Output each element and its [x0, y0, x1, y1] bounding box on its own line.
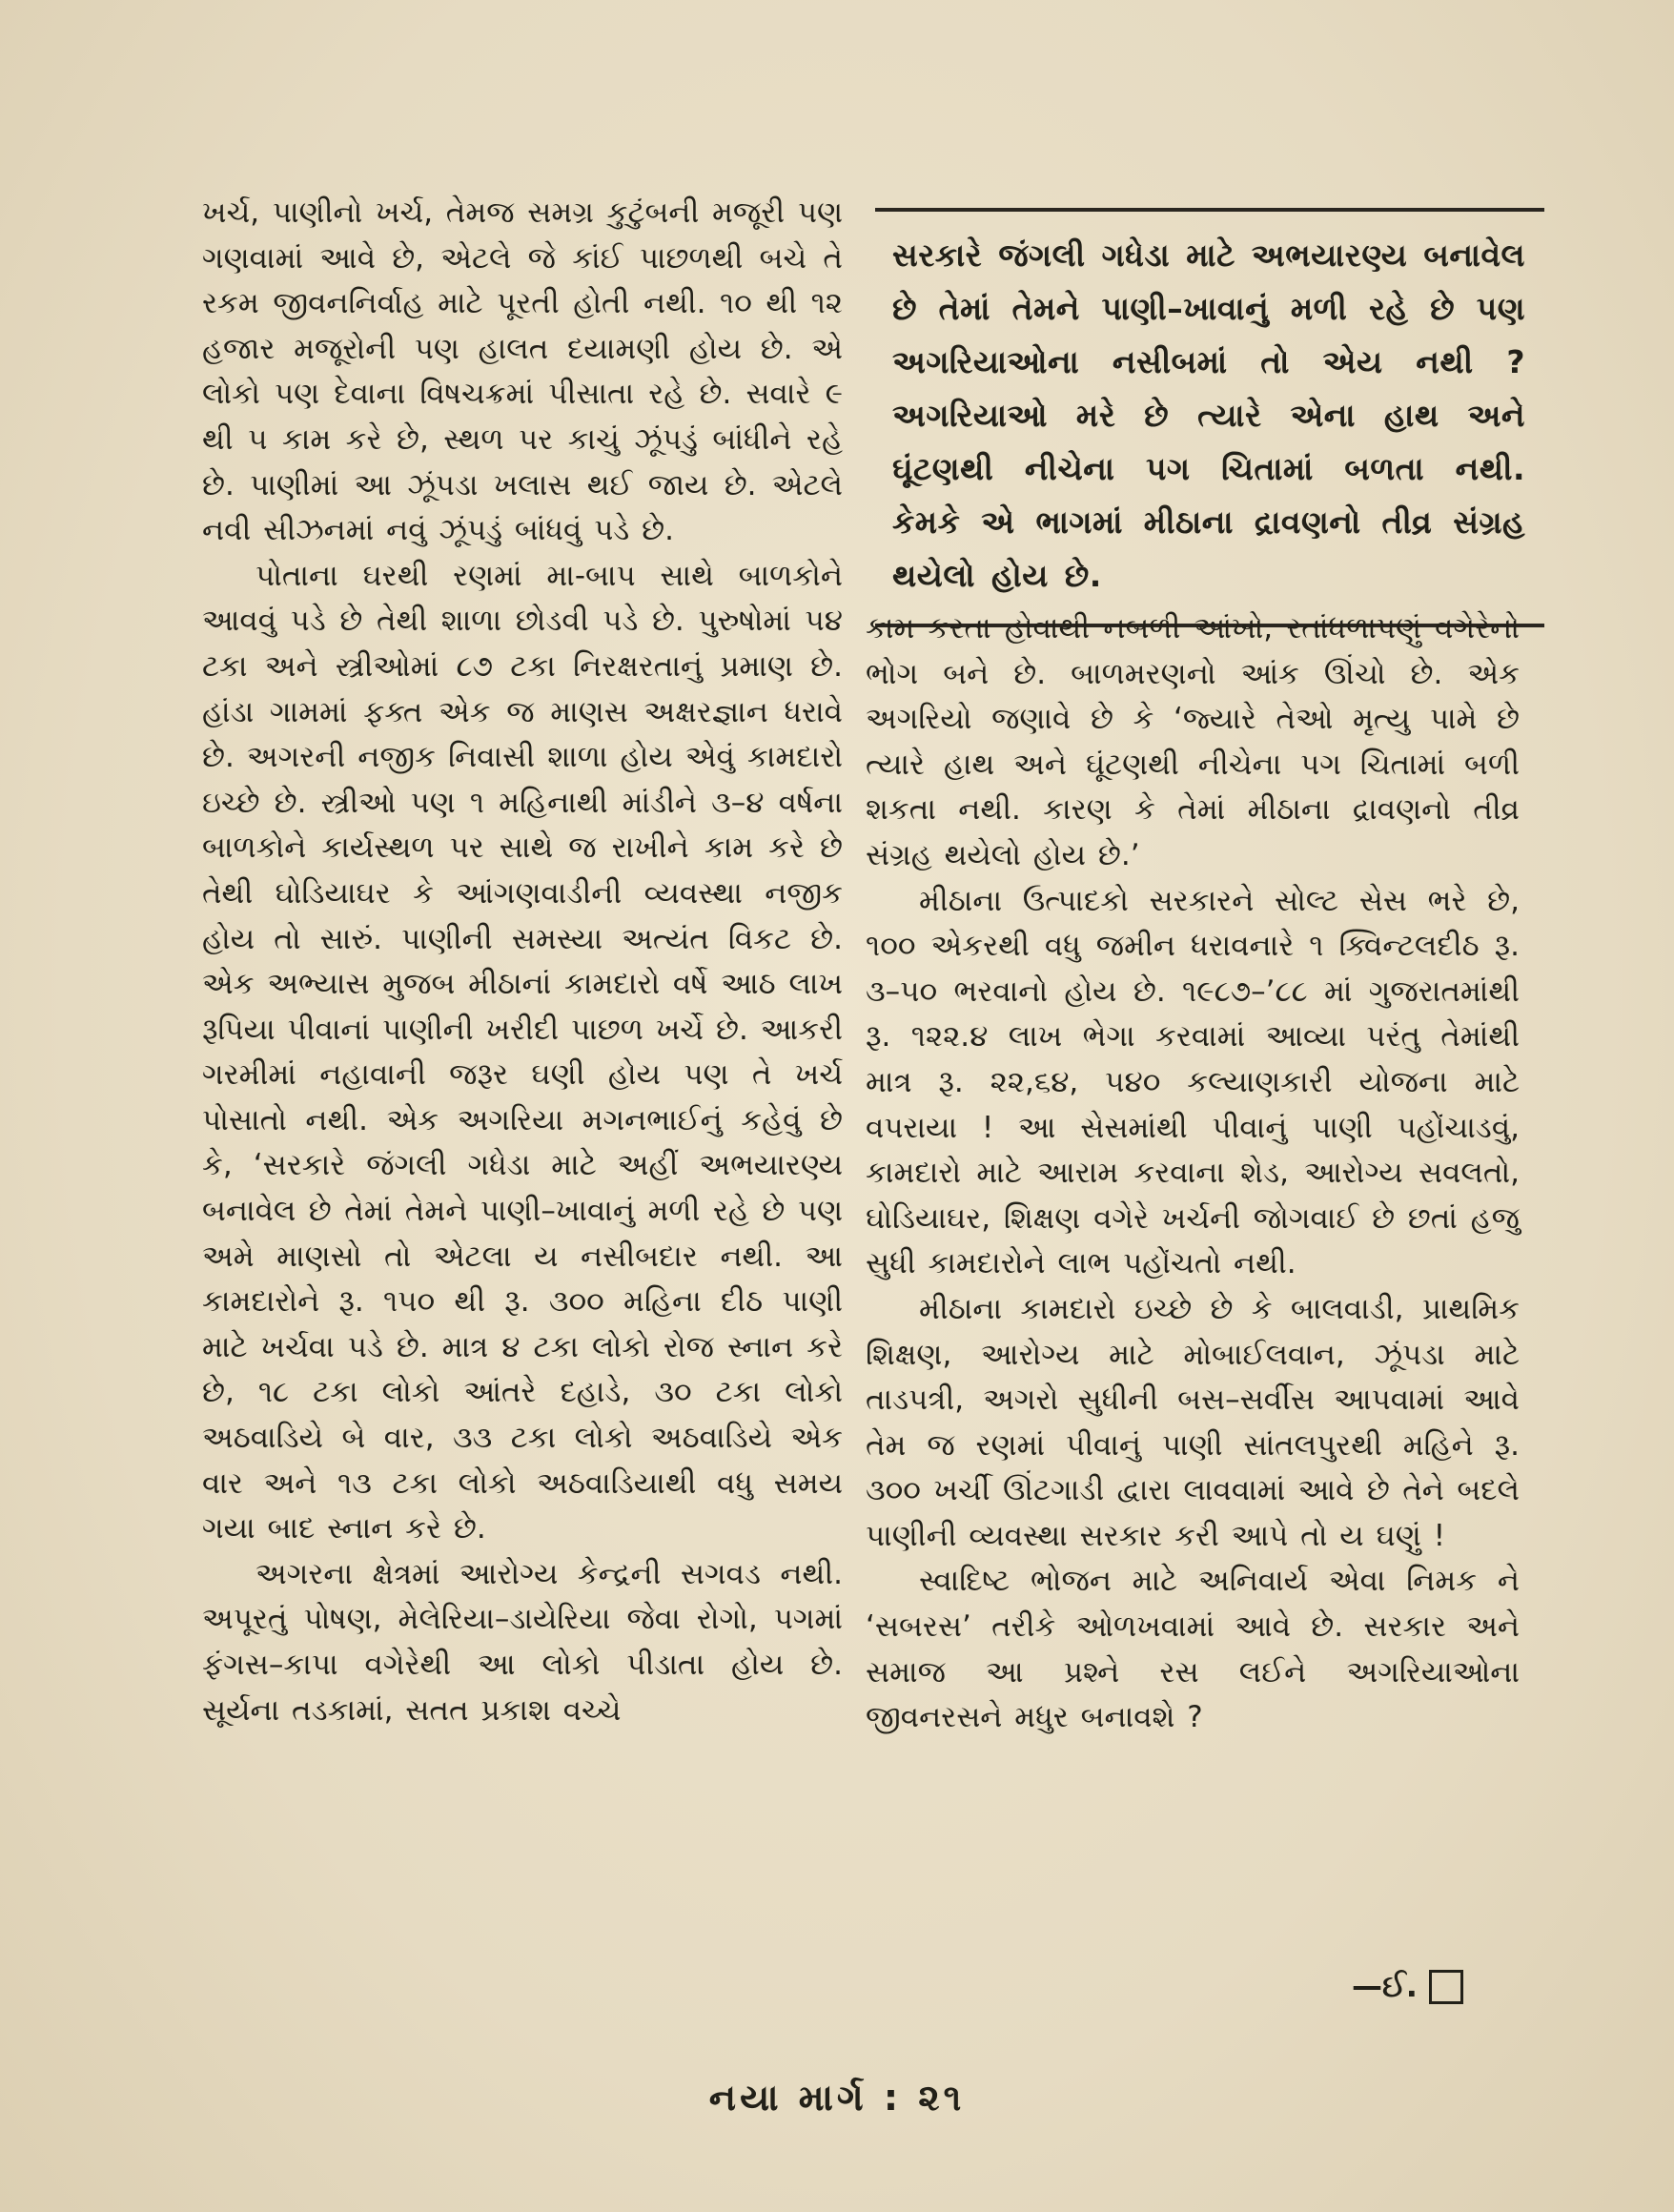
author-byline — [1352, 1968, 1463, 2005]
right-paragraph-4: સ્વાદિષ્ટ ભોજન માટે અનિવાર્ય એવા નિમક ને ‘સબરસ’ તરીકે ઓળખવામાં આવે છે. સરકાર અને સમાજ આ પ્રશ્ને રસ લઈને અગરિયાઓના જીવનરસને મધુર બનાવશે ? — [866, 1564, 1520, 1735]
right-paragraph-3: મીઠાના કામદારો ઇચ્છે છે કે બાલવાડી, પ્રાથમિક શિક્ષણ, આરોગ્ય માટે મોબાઈલવાન, ઝૂંપડા માટે તાડપત્રી, અગરો સુધીની બસ–સર્વીસ આપવામાં આવે તેમ જ રણમાં પીવાનું પાણી સાંતલપુરથી મહિને રૂ. ૩૦૦ ખર્ચી ઊંટગાડી દ્વારા લાવવામાં આવે છે તેને બદલે પાણીની વ્યવસ્થા સરકાર કરી આપે તો ય ઘણું ! — [866, 1291, 1520, 1553]
byline-text: —ઈ. — [1352, 1968, 1418, 2004]
left-paragraph-1: ખર્ચ, પાણીનો ખર્ચ, તેમજ સમગ્ર કુટુંબની મજૂરી પણ ગણવામાં આવે છે, એટલે જે કાંઈ પાછળથી બચે તે રકમ જીવનનિર્વાહ માટે પૂરતી હોતી નથી. ૧૦ થી ૧૨ હજાર મજૂરોની પણ હાલત દયામણી હોય છે. એ લોકો પણ દેવાના વિષચક્રમાં પીસાતા રહે છે. સવારે ૯ થી ૫ કામ કરે છે, સ્થળ પર કાચું ઝૂંપડું બાંધીને રહે છે. પાણીમાં આ ઝૂંપડા ખલાસ થઈ જાય છે. એટલે નવી સીઝનમાં નવું ઝૂંપડું બાંધવું પડે છે. — [202, 195, 843, 548]
pull-quote-text: સરકારે જંગલી ગધેડા માટે અભયારણ્ય બનાવેલ છે તેમાં તેમને પાણી–ખાવાનું મળી રહે છે પણ અગરિયાઓના નસીબમાં તો એય નથી ? અગરિયાઓ મરે છે ત્યારે એના હાથ અને ઘૂંટણથી નીચેના પગ ચિતામાં બળતા નથી. કેમકે એ ભાગમાં મીઠાના દ્રાવણનો તીવ્ર સંગ્રહ થયેલો હોય છે. — [892, 236, 1525, 594]
right-paragraph-2: મીઠાના ઉત્પાદકો સરકારને સોલ્ટ સેસ ભરે છે, ૧૦૦ એકરથી વધુ જમીન ધરાવનારે ૧ ક્વિન્ટલદીઠ રૂ. ૩–૫૦ ભરવાનો હોય છે. ૧૯૮૭–’૮૮ માં ગુજરાતમાંથી રૂ. ૧૨૨.૪ લાખ ભેગા કરવામાં આવ્યા પરંતુ તેમાંથી માત્ર રૂ. ૨૨,૬૪, ૫૪૦ કલ્યાણકારી યોજના માટે વપરાયા ! આ સેસમાંથી પીવાનું પાણી પહોંચાડવું, કામદારો માટે આરામ કરવાના શેડ, આરોગ્ય સવલતો, ઘોડિયાઘર, શિક્ષણ વગેરે ખર્ચની જોગવાઈ છે છતાં હજુ સુધી કામદારોને લાભ પહોંચતો નથી. — [866, 883, 1520, 1281]
right-paragraph-1: કામ કરતા હોવાથી નબળી આંખો, રતાંધળાપણું વગેરેનો ભોગ બને છે. બાળમરણનો આંક ઊંચો છે. એક અગરિયો જણાવે છે કે ‘જ્યારે તેઓ મૃત્યુ પામે છે ત્યારે હાથ અને ઘૂંટણથી નીચેના પગ ચિતામાં બળી શકતા નથી. કારણ કે તેમાં મીઠાના દ્રાવણનો તીવ્ર સંગ્રહ થયેલો હોય છે.’ — [866, 611, 1520, 872]
left-paragraph-2: પોતાના ઘરથી રણમાં મા-બાપ સાથે બાળકોને આવવું પડે છે તેથી શાળા છોડવી પડે છે. પુરુષોમાં ૫૪ ટકા અને સ્ત્રીઓમાં ૮૭ ટકા નિરક્ષરતાનું પ્રમાણ છે. હાંડા ગામમાં ફક્ત એક જ માણસ અક્ષરજ્ઞાન ધરાવે છે. અગરની નજીક નિવાસી શાળા હોય એવું કામદારો ઇચ્છે છે. સ્ત્રીઓ પણ ૧ મહિનાથી માંડીને ૩–૪ વર્ષના બાળકોને કાર્યસ્થળ પર સાથે જ રાખીને કામ કરે છે તેથી ઘોડિયાઘર કે આંગણવાડીની વ્યવસ્થા નજીક હોય તો સારું. પાણીની સમસ્યા અત્યંત વિકટ છે. એક અભ્યાસ મુજબ મીઠાનાં કામદારો વર્ષે આઠ લાખ રૂપિયા પીવાનાં પાણીની ખરીદી પાછળ ખર્ચે છે. આકરી ગરમીમાં નહાવાની જરૂર ઘણી હોય પણ તે ખર્ચ પોસાતો નથી. એક અગરિયા મગનભાઈનું કહેવું છે કે, ‘સરકારે જંગલી ગધેડા માટે અહીં અભયારણ્ય બનાવેલ છે તેમાં તેમને પાણી–ખાવાનું મળી રહે છે પણ અમે માણસો તો એટલા ય નસીબદાર નથી. આ કામદારોને રૂ. ૧૫૦ થી રૂ. ૩૦૦ મહિના દીઠ પાણી માટે ખર્ચવા પડે છે. માત્ર ૪ ટકા લોકો રોજ સ્નાન કરે છે, ૧૮ ટકા લોકો આંતરે દહાડે, ૩૦ ટકા લોકો અઠવાડિયે બે વાર, ૩૩ ટકા લોકો અઠવાડિયે એક વાર અને ૧૩ ટકા લોકો અઠવાડિયાથી વધુ સમય ગયા બાદ સ્નાન કરે છે. — [202, 558, 843, 1546]
right-text-column — [866, 606, 1520, 1741]
left-text-column — [202, 191, 843, 1733]
pull-quote-top-rule — [875, 208, 1544, 212]
page-footer: નયા માર્ગ : ૨૧ — [708, 2077, 966, 2119]
pull-quote-box — [875, 208, 1542, 627]
left-paragraph-3: અગરના ક્ષેત્રમાં આરોગ્ય કેન્દ્રની સગવડ નથી. અપૂરતું પોષણ, મેલેરિયા–ડાયેરિયા જેવા રોગો, પગમાં ફંગસ–કાપા વગેરેથી આ લોકો પીડાતા હોય છે. સૂર્યના તડકામાં, સતત પ્રકાશ વચ્ચે — [202, 1556, 843, 1728]
end-mark-box-icon — [1429, 1970, 1463, 2004]
